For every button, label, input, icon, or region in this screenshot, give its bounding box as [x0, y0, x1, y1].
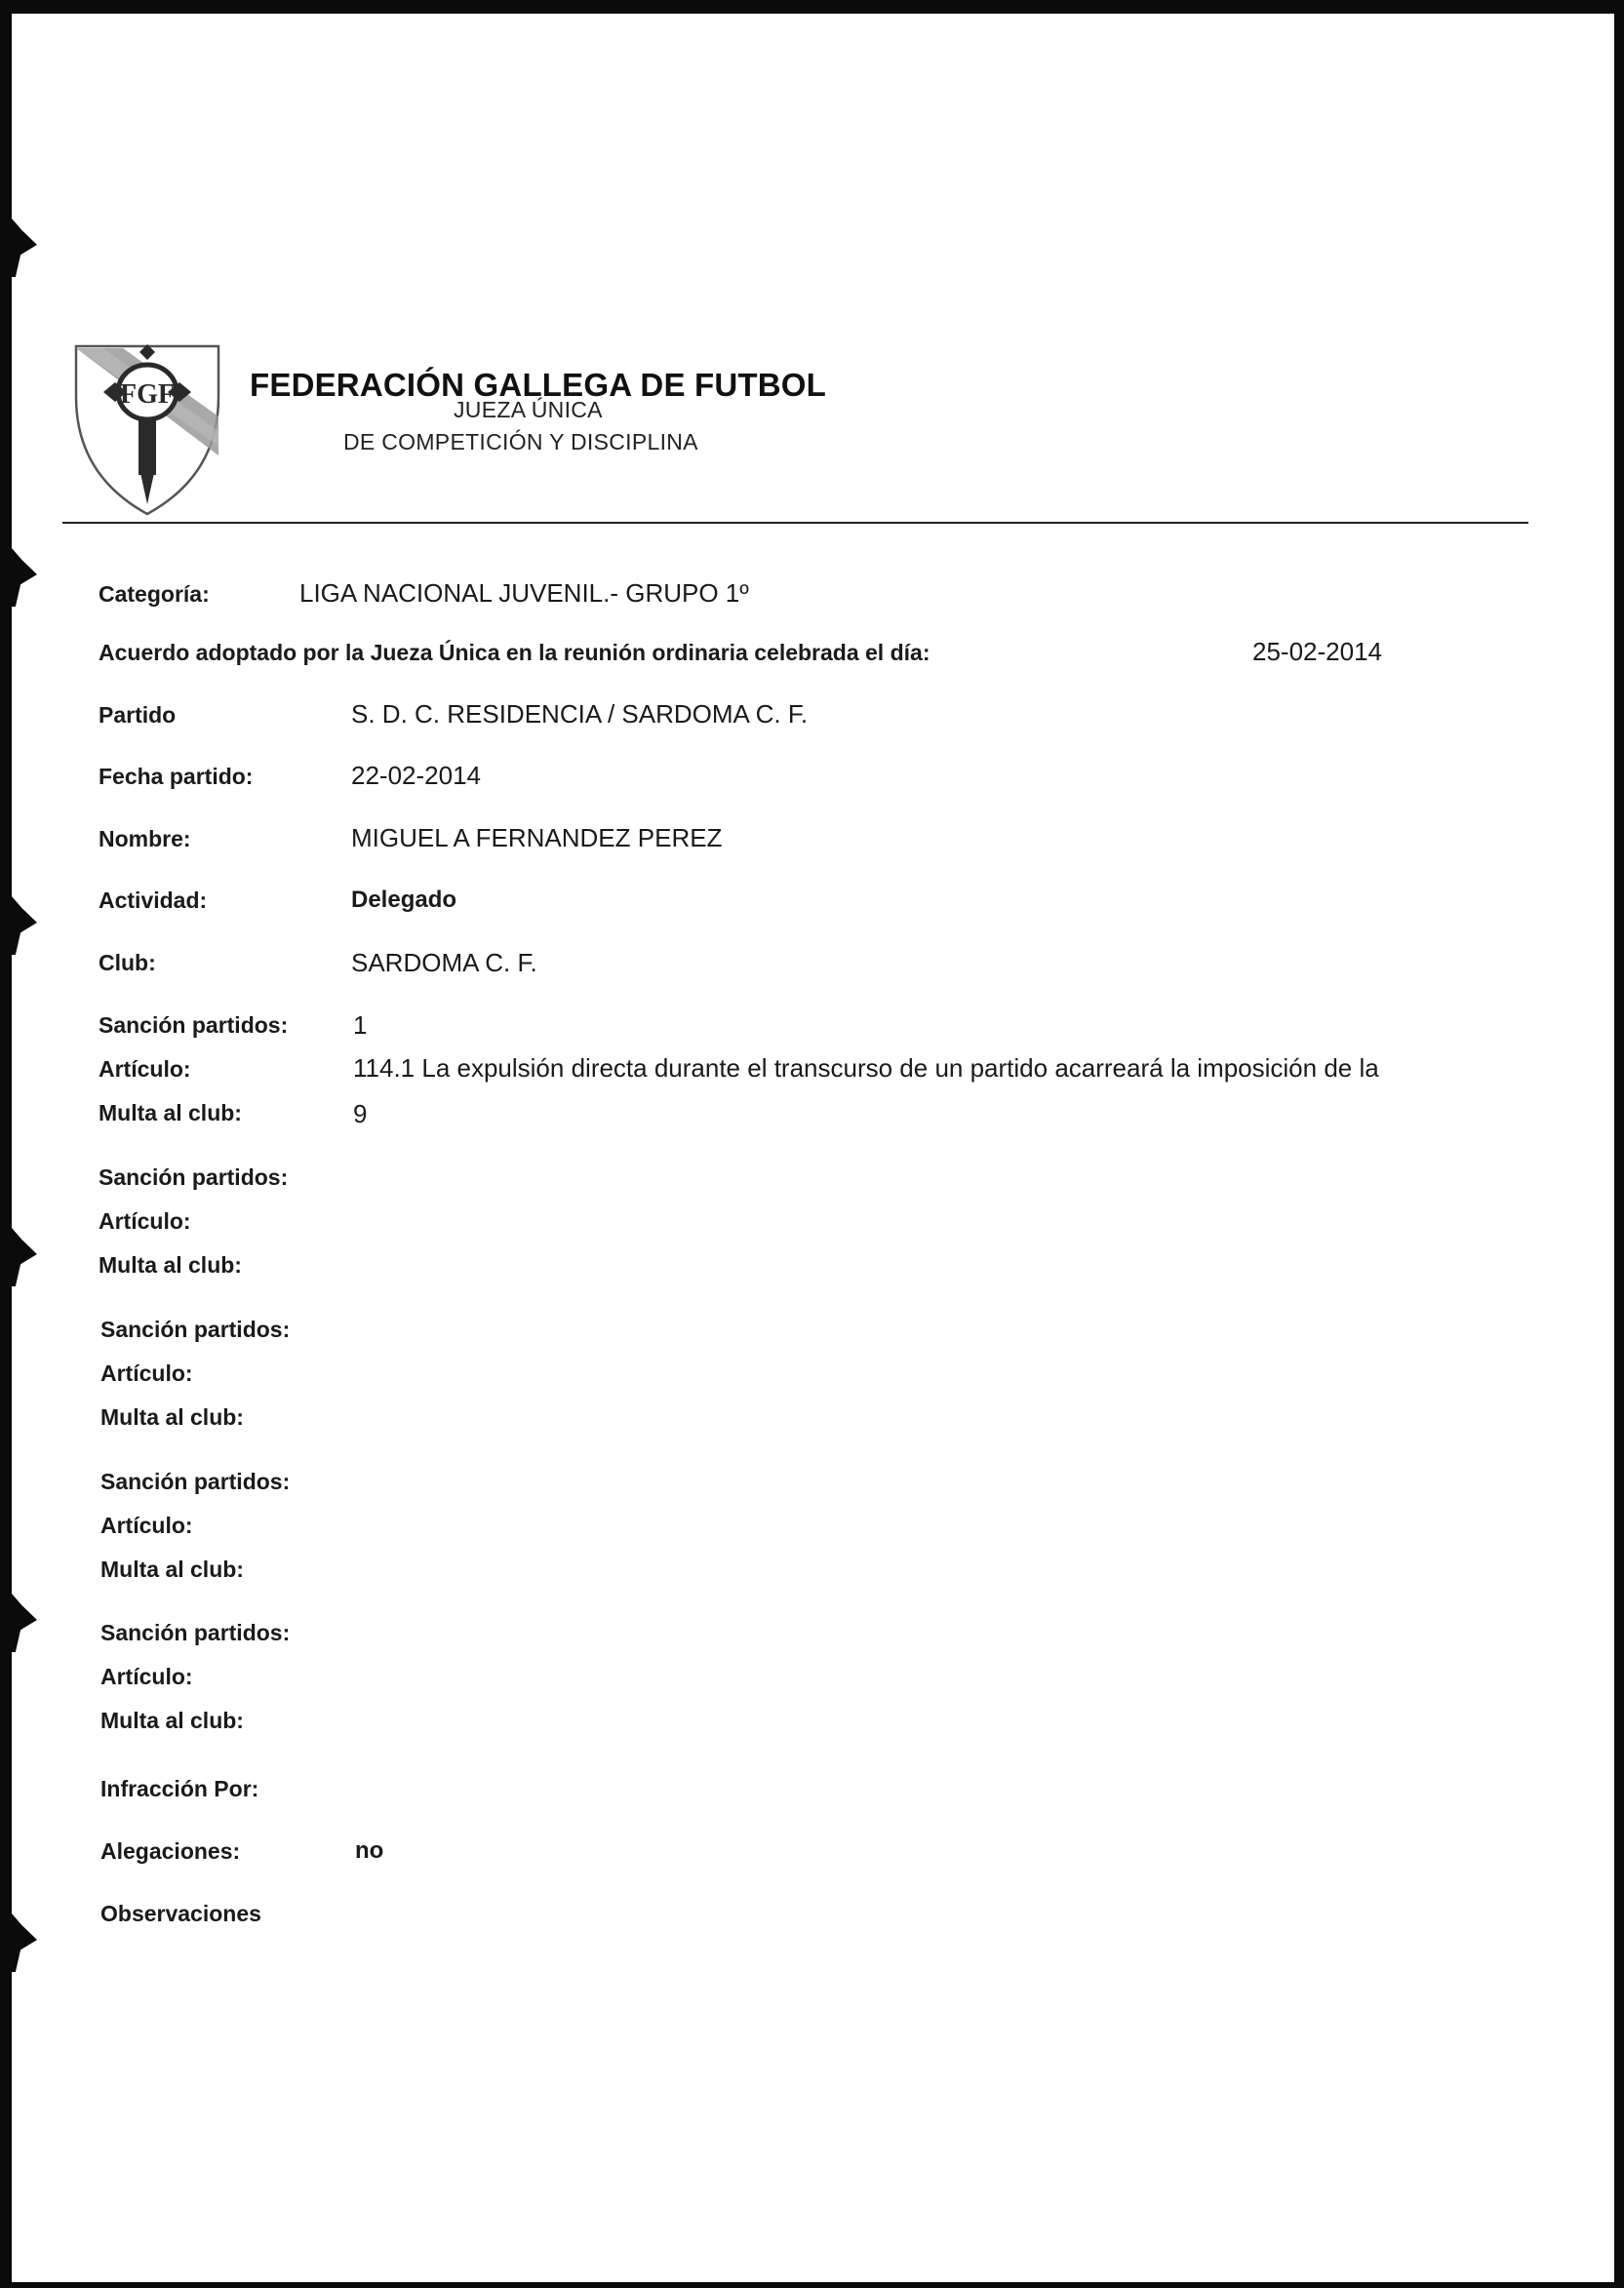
- partido-value: S. D. C. RESIDENCIA / SARDOMA C. F.: [351, 699, 809, 729]
- categoria-label: Categoría:: [99, 581, 210, 607]
- binder-hole-mark: [12, 218, 37, 277]
- multa-club-label: Multa al club:: [99, 1100, 242, 1125]
- observaciones-label: Observaciones: [100, 1901, 261, 1926]
- multa-club-label: Multa al club:: [100, 1404, 244, 1430]
- actividad-value: Delegado: [351, 887, 457, 913]
- sancion-partidos-label: Sanción partidos:: [99, 1164, 289, 1190]
- organization-subtitle-2: DE COMPETICIÓN Y DISCIPLINA: [343, 429, 698, 454]
- sancion-partidos-label: Sanción partidos:: [100, 1317, 291, 1342]
- articulo-label: Artículo:: [100, 1513, 193, 1538]
- articulo-label: Artículo:: [99, 1056, 191, 1082]
- organization-subtitle-1: JUEZA ÚNICA: [454, 397, 603, 422]
- partido-label: Partido: [99, 702, 177, 728]
- acuerdo-label: Acuerdo adoptado por la Jueza Única en la reunión ordinaria celebrada el día:: [99, 640, 931, 665]
- svg-text:FGF: FGF: [120, 379, 175, 410]
- nombre-label: Nombre:: [99, 826, 191, 851]
- federation-shield-logo: [64, 338, 230, 524]
- articulo-label: Artículo:: [99, 1208, 191, 1234]
- articulo-label: Artículo:: [100, 1664, 193, 1689]
- multa-club-label: Multa al club:: [100, 1557, 244, 1582]
- club-label: Club:: [99, 950, 156, 975]
- binder-hole-mark: [12, 1913, 37, 1972]
- sancion-partidos-value: 1: [353, 1010, 368, 1040]
- acuerdo-date: 25-02-2014: [1252, 637, 1382, 666]
- binder-hole-mark: [12, 1594, 37, 1652]
- multa-club-label: Multa al club:: [99, 1252, 242, 1278]
- binder-hole-mark: [12, 896, 37, 955]
- actividad-label: Actividad:: [99, 888, 208, 913]
- sancion-partidos-label: Sanción partidos:: [99, 1012, 289, 1038]
- alegaciones-value: no: [355, 1837, 384, 1864]
- fecha-partido-value: 22-02-2014: [351, 761, 481, 790]
- document-sheet: [12, 14, 1614, 2282]
- club-value: SARDOMA C. F.: [351, 948, 537, 977]
- organization-title: FEDERACIÓN GALLEGA DE FUTBOL: [250, 367, 827, 403]
- infraccion-label: Infracción Por:: [100, 1776, 259, 1801]
- multa-club-label: Multa al club:: [100, 1708, 244, 1733]
- multa-club-value: 9: [353, 1099, 368, 1128]
- articulo-label: Artículo:: [100, 1361, 193, 1386]
- header-divider: [62, 522, 1528, 524]
- nombre-value: MIGUEL A FERNANDEZ PEREZ: [351, 823, 723, 852]
- alegaciones-label: Alegaciones:: [100, 1838, 241, 1864]
- binder-hole-mark: [12, 1228, 37, 1286]
- fecha-partido-label: Fecha partido:: [99, 764, 254, 789]
- binder-hole-mark: [12, 548, 37, 607]
- sancion-partidos-label: Sanción partidos:: [100, 1469, 291, 1494]
- categoria-value: LIGA NACIONAL JUVENIL.- GRUPO 1º: [299, 578, 749, 608]
- articulo-value: 114.1 La expulsión directa durante el transcurso de un partido acarreará la imposición de la: [353, 1053, 1379, 1083]
- sancion-partidos-label: Sanción partidos:: [100, 1620, 291, 1645]
